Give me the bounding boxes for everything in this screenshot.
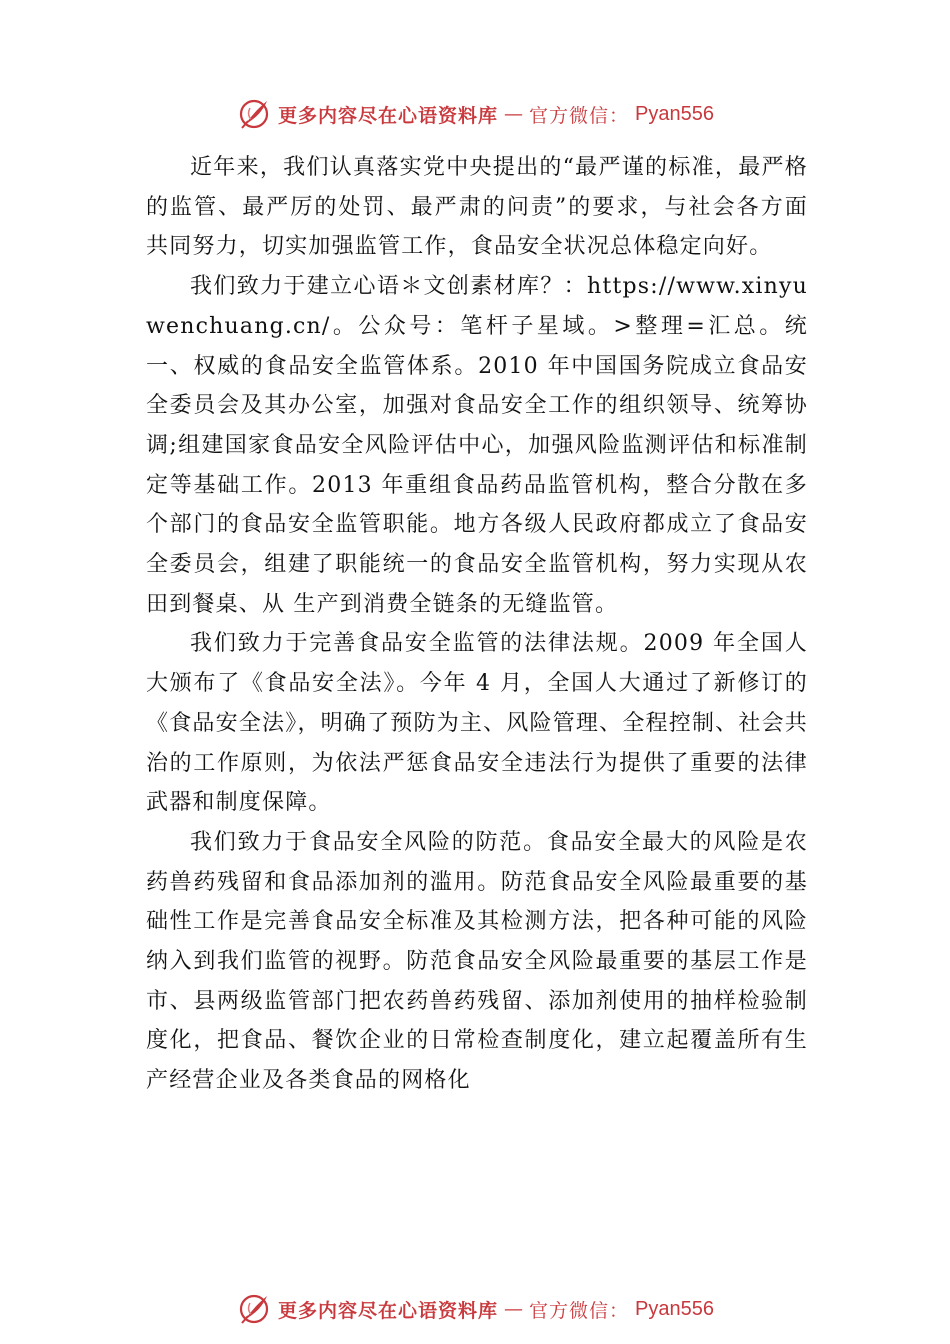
footer-banner-separator: — xyxy=(504,1298,524,1320)
header-banner xyxy=(0,94,950,134)
footer-wechat-label: 官方微信： xyxy=(529,1299,630,1322)
paragraph-3: 我们致力于完善食品安全监管的法律法规。2009 年全国人大颁布了《食品安全法》。今年 4 月，全国人大通过了新修订的《食品安全法》，明确了预防为主、风险管理、全程控制、社会共治的工作原则，为依法严惩食品安全违法行为提供了重要的法律武器和制度保障。 xyxy=(146,631,808,816)
wechat-label: 官方微信： xyxy=(529,104,630,127)
paragraph-2: 我们致力于建立心语＊文创素材库？：https://www.xinyuwenchuang.cn/。公众号：笔杆子星域。>整理=汇总。统一、权威的食品安全监管体系。2010 年中国国务院成立食品安全委员会及其办公室，加强对食品安全工作的组织领导、统筹协调;组建国家食品安全风险评估中心，加强风险监测评估和标准制定等基础工作。2013 年重组食品药品监管机构，整合分散在多个部门的食品安全监管职能。地方各级人民政府都成立了食品安全委员会，组建了职能统一的食品安全监管机构，努力实现从农田到餐桌、从 生产到消费全链条的无缝监管。 xyxy=(146,274,808,617)
wechat-id: Pyan556 xyxy=(635,102,714,125)
document-body xyxy=(146,148,808,1101)
footer-banner xyxy=(0,1289,950,1329)
banner-separator: — xyxy=(504,103,524,125)
quill-pen-logo-icon xyxy=(236,96,272,132)
paragraph-4: 我们致力于食品安全风险的防范。食品安全最大的风险是农药兽药残留和食品添加剂的滥用。防范食品安全风险最重要的基础性工作是完善食品安全标准及其检测方法，把各种可能的风险纳入到我们监管的视野。防范食品安全风险最重要的基层工作是市、县两级监管部门把农药兽药残留、添加剂使用的抽样检验制度化，把食品、餐饮企业的日常检查制度化，建立起覆盖所有生产经营企业及各类食品的网格化 xyxy=(146,829,808,1094)
footer-wechat-id: Pyan556 xyxy=(635,1297,714,1320)
footer-banner-title: 更多内容尽在心语资料库 xyxy=(278,1299,499,1322)
banner-title: 更多内容尽在心语资料库 xyxy=(278,104,499,127)
paragraph-1: 近年来，我们认真落实党中央提出的“最严谨的标准，最严格的监管、最严厉的处罚、最严肃的问责”的要求，与社会各方面共同努力，切实加强监管工作，食品安全状况总体稳定向好。 xyxy=(146,155,808,260)
quill-pen-logo-icon xyxy=(236,1291,272,1327)
